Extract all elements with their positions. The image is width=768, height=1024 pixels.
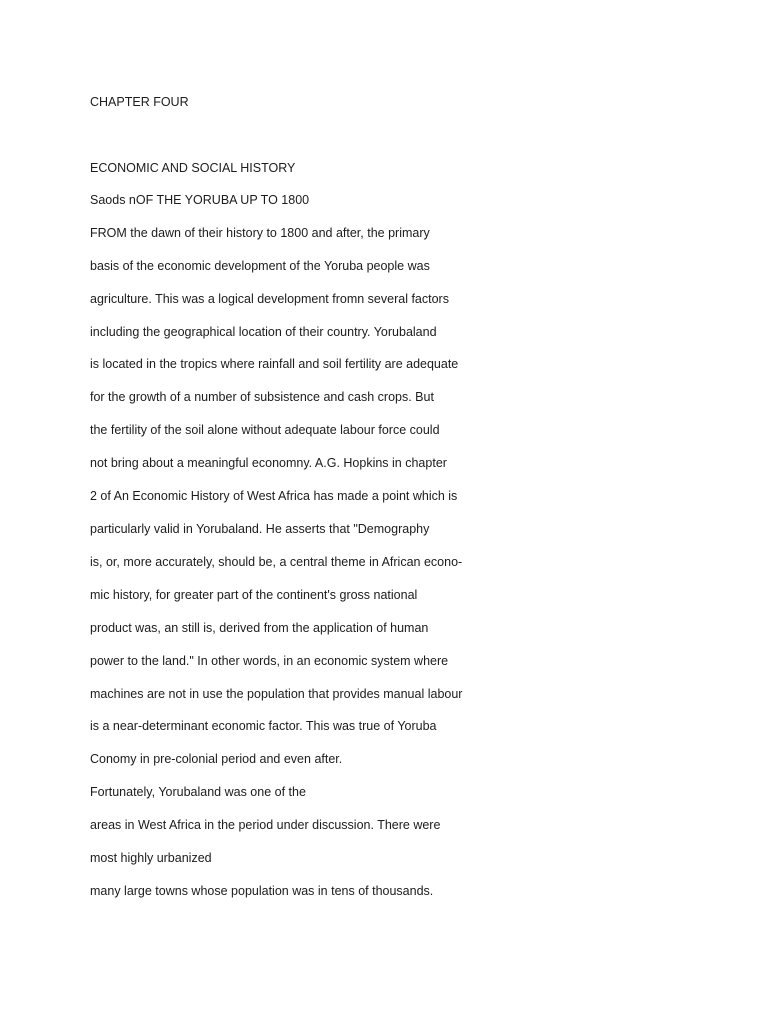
body-line: the fertility of the soil alone without adequate labour force could bbox=[90, 423, 440, 437]
body-line: 2 of An Economic History of West Africa has made a point which is bbox=[90, 489, 458, 503]
body-line: most highly urbanized bbox=[90, 851, 212, 865]
chapter-label: CHAPTER FOUR bbox=[90, 95, 189, 109]
body-line: Fortunately, Yorubaland was one of the bbox=[90, 785, 306, 799]
body-line: many large towns whose population was in tens of thousands. bbox=[90, 884, 434, 898]
body-line: FROM the dawn of their history to 1800 and after, the primary bbox=[90, 226, 430, 240]
body-line: power to the land." In other words, in an economic system where bbox=[90, 654, 449, 668]
body-line: is a near-determinant economic factor. This was true of Yoruba bbox=[90, 719, 437, 733]
body-line: for the growth of a number of subsistence and cash crops. But bbox=[90, 390, 434, 404]
body-line: machines are not in use the population that provides manual labour bbox=[90, 687, 463, 701]
body-line: areas in West Africa in the period under discussion. There were bbox=[90, 818, 441, 832]
body-line: is located in the tropics where rainfall and soil fertility are adequate bbox=[90, 357, 459, 371]
body-line: mic history, for greater part of the continent's gross national bbox=[90, 588, 418, 602]
body-line: particularly valid in Yorubaland. He asserts that "Demography bbox=[90, 522, 430, 536]
document-title: ECONOMIC AND SOCIAL HISTORY bbox=[90, 161, 296, 175]
body-line: agriculture. This was a logical development fromn several factors bbox=[90, 292, 449, 306]
body-line: including the geographical location of their country. Yorubaland bbox=[90, 325, 437, 339]
body-line: product was, an still is, derived from the application of human bbox=[90, 621, 429, 635]
body-line: is, or, more accurately, should be, a central theme in African econo- bbox=[90, 555, 463, 569]
body-line: not bring about a meaningful economny. A.G. Hopkins in chapter bbox=[90, 456, 447, 470]
body-line: Conomy in pre-colonial period and even after. bbox=[90, 752, 343, 766]
document-subtitle: Saods nOF THE YORUBA UP TO 1800 bbox=[90, 193, 310, 207]
body-line: basis of the economic development of the Yoruba people was bbox=[90, 259, 430, 273]
